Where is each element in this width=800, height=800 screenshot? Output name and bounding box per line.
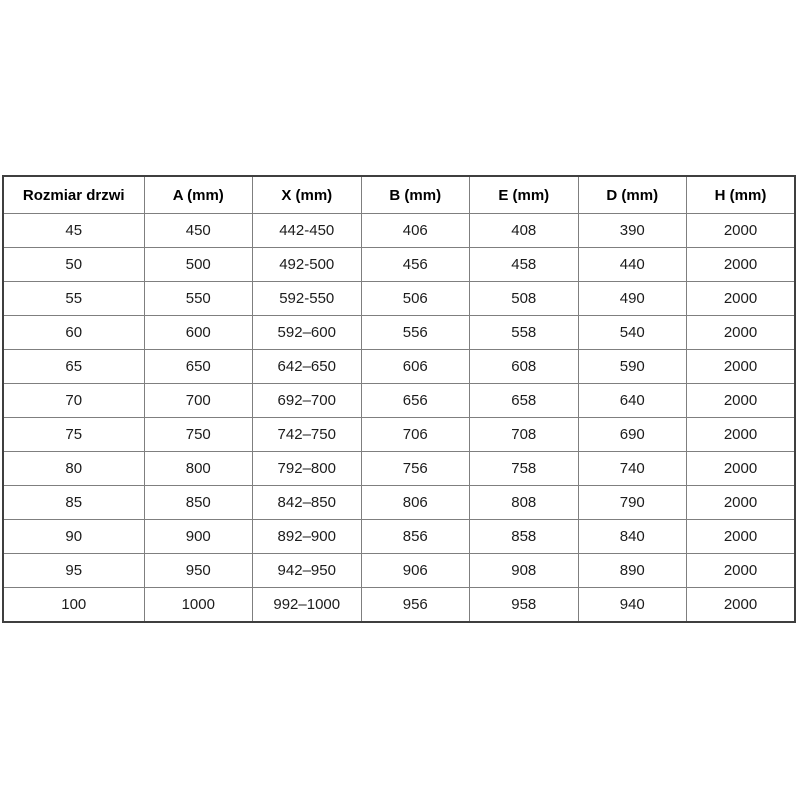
- table-cell: 858: [470, 520, 579, 554]
- table-cell: 806: [361, 486, 470, 520]
- table-cell: 556: [361, 316, 470, 350]
- door-size-table: [2, 175, 796, 623]
- table-cell: 70: [3, 384, 144, 418]
- table-cell: 50: [3, 248, 144, 282]
- table-cell: 850: [144, 486, 253, 520]
- table-cell: 2000: [687, 282, 796, 316]
- column-header: H (mm): [687, 176, 796, 214]
- table-cell: 60: [3, 316, 144, 350]
- table-cell: 908: [470, 554, 579, 588]
- column-header: D (mm): [578, 176, 687, 214]
- table-cell: 706: [361, 418, 470, 452]
- table-cell: 442-450: [253, 214, 362, 248]
- table-cell: 540: [578, 316, 687, 350]
- table-cell: 440: [578, 248, 687, 282]
- table-cell: 456: [361, 248, 470, 282]
- table-cell: 606: [361, 350, 470, 384]
- column-header: A (mm): [144, 176, 253, 214]
- table-cell: 950: [144, 554, 253, 588]
- table-cell: 756: [361, 452, 470, 486]
- table-cell: 900: [144, 520, 253, 554]
- column-header: X (mm): [253, 176, 362, 214]
- table-cell: 390: [578, 214, 687, 248]
- table-cell: 2000: [687, 588, 796, 623]
- table-cell: 956: [361, 588, 470, 623]
- table-cell: 2000: [687, 316, 796, 350]
- table-cell: 2000: [687, 452, 796, 486]
- table-cell: 640: [578, 384, 687, 418]
- table-cell: 808: [470, 486, 579, 520]
- table-cell: 906: [361, 554, 470, 588]
- table-cell: 2000: [687, 350, 796, 384]
- table-cell: 55: [3, 282, 144, 316]
- table-cell: 508: [470, 282, 579, 316]
- column-header: B (mm): [361, 176, 470, 214]
- column-header: E (mm): [470, 176, 579, 214]
- table-cell: 75: [3, 418, 144, 452]
- column-header: Rozmiar drzwi: [3, 176, 144, 214]
- table-cell: 90: [3, 520, 144, 554]
- table-row: [3, 520, 795, 554]
- table-cell: 892–900: [253, 520, 362, 554]
- table-cell: 450: [144, 214, 253, 248]
- table-cell: 642–650: [253, 350, 362, 384]
- table-cell: 790: [578, 486, 687, 520]
- table-cell: 45: [3, 214, 144, 248]
- table-cell: 740: [578, 452, 687, 486]
- table-row: [3, 248, 795, 282]
- table-cell: 592–600: [253, 316, 362, 350]
- table-cell: 2000: [687, 214, 796, 248]
- table-cell: 940: [578, 588, 687, 623]
- table-cell: 85: [3, 486, 144, 520]
- table-header-row: [3, 176, 795, 214]
- table-row: [3, 384, 795, 418]
- table-cell: 750: [144, 418, 253, 452]
- table-cell: 408: [470, 214, 579, 248]
- table-cell: 506: [361, 282, 470, 316]
- door-size-table-container: [2, 175, 796, 623]
- table-cell: 458: [470, 248, 579, 282]
- table-cell: 1000: [144, 588, 253, 623]
- table-cell: 550: [144, 282, 253, 316]
- table-cell: 100: [3, 588, 144, 623]
- table-cell: 592-550: [253, 282, 362, 316]
- table-cell: 650: [144, 350, 253, 384]
- table-cell: 65: [3, 350, 144, 384]
- table-cell: 558: [470, 316, 579, 350]
- table-cell: 800: [144, 452, 253, 486]
- table-row: [3, 282, 795, 316]
- table-row: [3, 554, 795, 588]
- table-cell: 2000: [687, 486, 796, 520]
- table-row: [3, 418, 795, 452]
- table-cell: 500: [144, 248, 253, 282]
- table-row: [3, 452, 795, 486]
- table-cell: 406: [361, 214, 470, 248]
- table-cell: 95: [3, 554, 144, 588]
- table-cell: 942–950: [253, 554, 362, 588]
- table-cell: 700: [144, 384, 253, 418]
- table-cell: 2000: [687, 384, 796, 418]
- table-cell: 658: [470, 384, 579, 418]
- table-row: [3, 350, 795, 384]
- table-cell: 600: [144, 316, 253, 350]
- table-row: [3, 214, 795, 248]
- table-row: [3, 316, 795, 350]
- table-cell: 792–800: [253, 452, 362, 486]
- table-cell: 758: [470, 452, 579, 486]
- table-cell: 958: [470, 588, 579, 623]
- table-cell: 840: [578, 520, 687, 554]
- table-cell: 2000: [687, 418, 796, 452]
- table-cell: 2000: [687, 520, 796, 554]
- table-cell: 708: [470, 418, 579, 452]
- table-cell: 590: [578, 350, 687, 384]
- table-row: [3, 588, 795, 623]
- table-cell: 490: [578, 282, 687, 316]
- table-body: [3, 214, 795, 623]
- table-cell: 692–700: [253, 384, 362, 418]
- table-cell: 608: [470, 350, 579, 384]
- table-cell: 742–750: [253, 418, 362, 452]
- table-cell: 80: [3, 452, 144, 486]
- table-cell: 2000: [687, 554, 796, 588]
- table-cell: 2000: [687, 248, 796, 282]
- table-row: [3, 486, 795, 520]
- table-cell: 856: [361, 520, 470, 554]
- table-cell: 890: [578, 554, 687, 588]
- table-cell: 656: [361, 384, 470, 418]
- table-cell: 492-500: [253, 248, 362, 282]
- table-cell: 690: [578, 418, 687, 452]
- table-cell: 992–1000: [253, 588, 362, 623]
- table-cell: 842–850: [253, 486, 362, 520]
